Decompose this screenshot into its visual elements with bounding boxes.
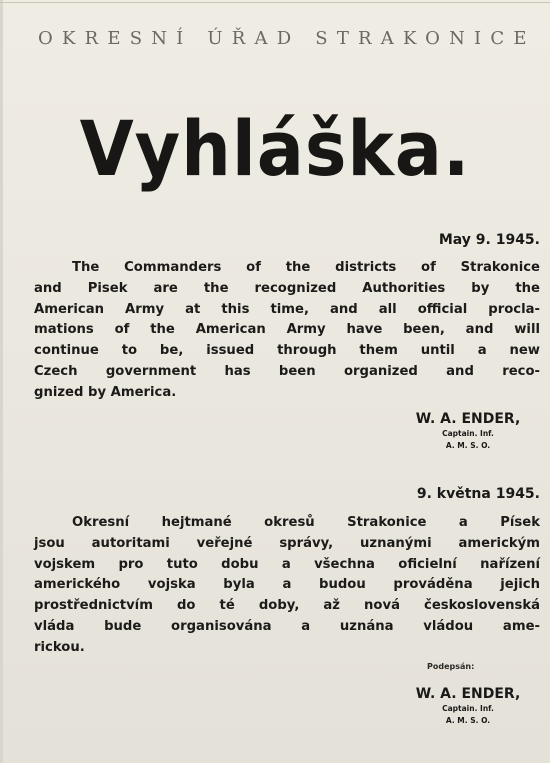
english-line: gnized by America. [34,384,177,400]
czech-line: amerického vojska byla a budou prováděna jejich [34,577,540,593]
english-proclamation-text [34,258,540,404]
paper-edge [0,0,3,763]
czech-proclamation-text [34,513,540,659]
top-edge-rule [0,2,550,3]
czech-line: Okresní hejtmané okresů Strakonice a Písek [72,515,540,530]
issuing-office: OKRESNÍ ÚŘAD STRAKONICE [38,28,536,49]
signatory-unit: A. M. S. O. [445,716,491,725]
czech-signature-block [388,685,548,727]
signatory-name: W. A. ENDER, [415,686,521,702]
page-title: Vyhláška. [79,104,471,193]
signatory-rank: Captain. Inf. [442,704,494,713]
czech-line: prostřednictvím do té doby, až nová československá [34,598,540,614]
english-line: continue to be, issued through them until a new [34,343,540,359]
signed-label: Podepsán: [427,662,475,671]
czech-date: 9. května 1945. [416,486,540,502]
czech-line: jsou autoritami veřejné správy, uznanými americkým [34,535,540,551]
czech-line: vojskem pro tuto dobu a všechna oficielní nařízení [34,556,540,572]
signatory-rank: Captain. Inf. [442,429,494,438]
english-line: and Pisek are the recognized Authorities by the [34,280,540,296]
signatory-name: W. A. ENDER, [415,411,521,427]
czech-line: rickou. [34,639,85,655]
english-line: The Commanders of the districts of Strakonice [72,260,540,275]
czech-line: vláda bude organisována a uznána vládou ame- [34,618,540,634]
english-line: Czech government has been organized and reco- [34,363,540,379]
english-date: May 9. 1945. [438,232,540,248]
english-line: American Army at this time, and all official procla- [34,301,540,317]
english-line: mations of the American Army have been, and will [34,322,540,338]
english-signature-block [388,410,548,452]
signatory-unit: A. M. S. O. [445,441,491,450]
